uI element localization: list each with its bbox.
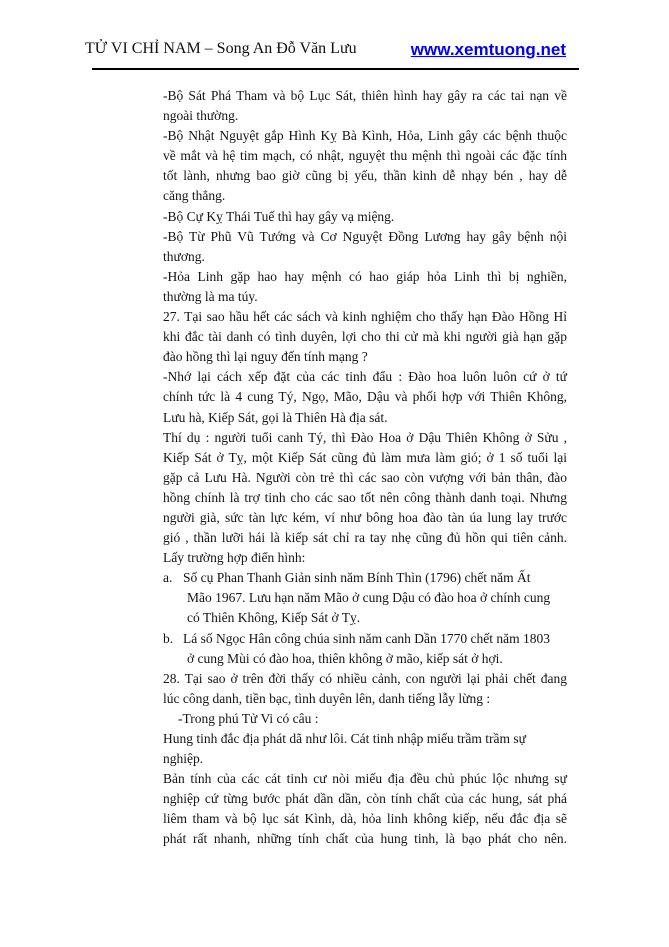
text-line: Hung tinh đắc địa phát dã như lôi. Cát tinh nhập miếu trầm trầm sự (163, 731, 526, 746)
text-line: tốt lành, nhưng bao giờ cũng bị yếu, thần kinh dễ nhạy bén , hay dễ (163, 168, 567, 184)
text-line: -Bộ Từ Phũ Vũ Tướng và Cơ Nguyệt Đồng Lương hay gây bệnh nội (163, 228, 567, 244)
list-item-b (163, 629, 567, 649)
text-line: Bản tính của các cát tinh cư nòi miếu địa đều chủ phúc lộc nhưng sự (163, 771, 567, 787)
text-line: căng thẳng. (163, 188, 226, 204)
list-marker: a. (163, 570, 173, 586)
text-line: thương. (163, 248, 205, 264)
text-line: nghiệp cứ từng bước phát dần dần, còn tính chất của các hung, sát phá (163, 791, 567, 807)
text-line: 27. Tại sao hầu hết các sách và kinh nghiệm cho thấy hạn Đào Hồng Hỉ (163, 309, 567, 325)
text-line: thường là ma túy. (163, 288, 258, 304)
list-marker: b. (163, 630, 174, 646)
text-line: liêm tham và bộ lục sát Kình, dà, hỏa linh không kiếp, nếu đắc địa sẽ (163, 811, 567, 827)
text-line: gió , thần lưỡi hái là kiếp sát chỉ ra tay nhẹ cũng đủ hồn qui tiên cảnh. (163, 530, 567, 546)
list-item-text: Lá số Ngọc Hân công chúa sinh năm canh Dần 1770 chết năm 1803 (183, 630, 551, 646)
text-line: Lấy trường hợp điển hình: (163, 550, 306, 566)
text-line: -Bộ Nhật Nguyệt gắp Hình Kỵ Bà Kình, Hỏa, Linh gây các bệnh thuộc (163, 128, 567, 144)
text-line: -Bộ Sát Phá Tham và bộ Lục Sát, thiên hình hay gây ra các tai nạn về (163, 88, 567, 103)
text-line: lúc công danh, tiền bạc, tình duyên lên, danh tiếng lẫy lừng : (163, 690, 491, 706)
text-line: có Thiên Không, Kiếp Sát ở Tỵ. (187, 610, 361, 626)
text-line: hồng chính là trợ tinh cho các sao tốt nên công thành danh toại. Nhưng (163, 489, 567, 505)
book-title: TỬ VI CHỈ NAM – Song An Đỗ Văn Lưu (85, 40, 357, 57)
text-line: Thí dụ : người tuổi canh Tý, thì Đào Hoa ở Dậu Thiên Không ở Sửu , (163, 429, 567, 445)
text-line: phát rất nhanh, những tính chất của hung tinh, là bạo phát cho nên. (163, 831, 567, 847)
text-line: ngoài thường. (163, 108, 239, 124)
text-line: ở cung Mùi có đào hoa, thiên không ở mão, kiếp sát ở hợi. (187, 650, 503, 666)
text-line: Lưu hà, Kiếp Sát, gọi là Thiên Hà địa sát. (163, 409, 388, 425)
text-line: -Bộ Cự Kỵ Thái Tuế thì hay gây vạ miệng. (163, 208, 395, 224)
text-line: Mão 1967. Lưu hạn năm Mão ở cung Dậu có đào hoa ở chính cung (187, 590, 551, 606)
text-line: -Nhớ lại cách xếp đặt của các tinh đẩu : Đào hoa luôn luôn cứ ở tứ (163, 369, 567, 385)
text-line: -Hỏa Linh gặp hao hay mệnh có hao giáp hỏa Linh thì bị nghiền, (163, 268, 567, 284)
list-item-a (163, 568, 567, 588)
text-line: 28. Tại sao ở trên đời thấy có nhiều cảnh, con người lại phải chết đang (163, 670, 567, 686)
text-line: khi đắc tài danh có tình duyên, lợi cho thi cử mà khi người già hạn gặp (163, 329, 567, 345)
text-line: chính tức là 4 cung Tý, Ngọ, Mão, Dậu và phối hợp với Thiên Không, (163, 389, 567, 405)
website-link[interactable]: www.xemtuong.net (410, 40, 566, 59)
text-line: nghiệp. (163, 751, 204, 767)
page-body-text (163, 86, 567, 850)
text-line: gặp cả Lưu Hà. Người còn trẻ thì các sao còn vượng với bản thân, đào (163, 469, 567, 485)
text-line: đào hồng thì lại nguy đến tính mạng ? (163, 349, 368, 365)
text-line: Kiếp Sát ở Tỵ, một Kiếp Sát cũng đủ làm mưa làm gió; ở 1 số tuổi lại (163, 449, 567, 465)
text-line: -Trong phú Tử Vi có câu : (178, 710, 319, 726)
header-divider (92, 68, 579, 70)
text-line: về mắt và hệ tim mạch, có nhật, nguyệt thu mệnh thì ngoài các đặc tính (163, 148, 567, 164)
text-line: người già, sức tàn lực kém, ví như bông hoa đào tàn úa lung lay trước (163, 509, 567, 525)
list-item-text: Số cụ Phan Thanh Giản sinh năm Bính Thìn (1796) chết năm Ất (183, 570, 531, 586)
